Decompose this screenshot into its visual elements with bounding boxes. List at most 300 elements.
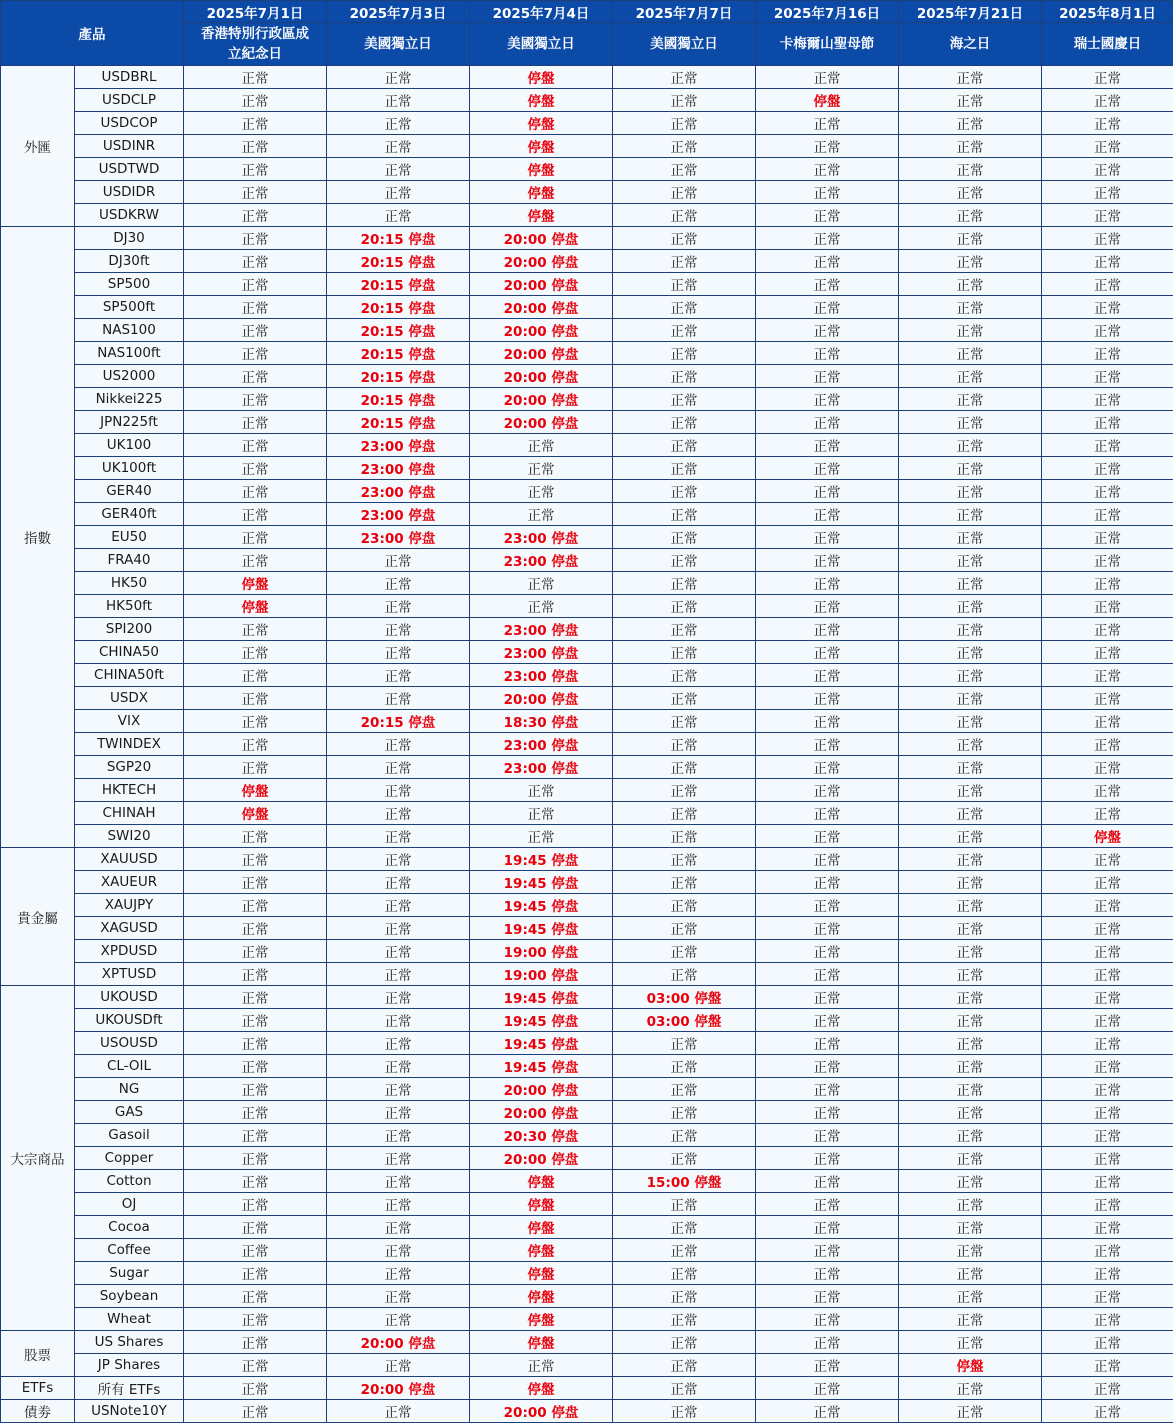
status-cell xyxy=(899,802,1042,825)
normal-status: 正常 xyxy=(385,669,412,685)
normal-status: 正常 xyxy=(1094,1244,1121,1260)
status-cell xyxy=(1042,1009,1173,1032)
status-cell xyxy=(613,227,756,250)
product-cell: GAS xyxy=(75,1101,184,1124)
table-row xyxy=(1,1124,1173,1147)
table-row xyxy=(1,1078,1173,1101)
status-cell xyxy=(899,158,1042,181)
product-cell: USOUSD xyxy=(75,1032,184,1055)
table-row xyxy=(1,434,1173,457)
status-cell xyxy=(613,1377,756,1400)
normal-status: 正常 xyxy=(814,876,841,892)
normal-status: 正常 xyxy=(957,209,984,225)
normal-status: 正常 xyxy=(671,830,698,846)
normal-status: 正常 xyxy=(671,876,698,892)
normal-status: 正常 xyxy=(671,186,698,202)
status-cell xyxy=(899,894,1042,917)
halt-status: 19:45 停盘 xyxy=(504,922,579,938)
status-cell xyxy=(184,894,327,917)
status-cell xyxy=(899,250,1042,273)
normal-status: 正常 xyxy=(1094,876,1121,892)
normal-status: 正常 xyxy=(242,1336,269,1352)
table-body xyxy=(1,66,1173,1423)
status-cell xyxy=(613,457,756,480)
status-cell xyxy=(470,779,613,802)
status-cell xyxy=(899,273,1042,296)
status-cell xyxy=(756,1262,899,1285)
status-cell xyxy=(899,1239,1042,1262)
status-cell xyxy=(1042,66,1173,89)
status-cell xyxy=(613,526,756,549)
holiday-name-cell: 香港特別行政區成立紀念日 xyxy=(184,23,327,66)
date-header-cell: 2025年8月1日 xyxy=(1042,1,1173,23)
normal-status: 正常 xyxy=(957,278,984,294)
status-cell xyxy=(899,1170,1042,1193)
table-row xyxy=(1,963,1173,986)
status-cell xyxy=(1042,1055,1173,1078)
normal-status: 正常 xyxy=(957,94,984,110)
status-cell xyxy=(184,342,327,365)
normal-status: 正常 xyxy=(671,623,698,639)
status-cell xyxy=(1042,158,1173,181)
normal-status: 正常 xyxy=(385,71,412,87)
halt-status: 停盤 xyxy=(528,117,555,133)
normal-status: 正常 xyxy=(1094,462,1121,478)
status-cell xyxy=(470,1078,613,1101)
halt-status: 20:15 停盘 xyxy=(361,278,436,294)
status-cell xyxy=(184,480,327,503)
status-cell xyxy=(613,250,756,273)
normal-status: 正常 xyxy=(671,232,698,248)
normal-status: 正常 xyxy=(1094,416,1121,432)
status-cell xyxy=(184,1078,327,1101)
normal-status: 正常 xyxy=(242,991,269,1007)
normal-status: 正常 xyxy=(385,784,412,800)
status-cell xyxy=(470,986,613,1009)
normal-status: 正常 xyxy=(1094,1037,1121,1053)
normal-status: 正常 xyxy=(957,646,984,662)
status-cell xyxy=(470,112,613,135)
halt-status: 20:00 停盘 xyxy=(504,393,579,409)
status-cell xyxy=(184,595,327,618)
normal-status: 正常 xyxy=(242,416,269,432)
table-row xyxy=(1,1055,1173,1078)
normal-status: 正常 xyxy=(814,1083,841,1099)
status-cell xyxy=(899,1055,1042,1078)
normal-status: 正常 xyxy=(957,117,984,133)
normal-status: 正常 xyxy=(957,738,984,754)
status-cell xyxy=(184,1170,327,1193)
status-cell xyxy=(1042,1032,1173,1055)
normal-status: 正常 xyxy=(1094,945,1121,961)
normal-status: 正常 xyxy=(814,1106,841,1122)
status-cell xyxy=(327,204,470,227)
status-cell xyxy=(613,1124,756,1147)
normal-status: 正常 xyxy=(1094,117,1121,133)
halt-status: 20:15 停盘 xyxy=(361,347,436,363)
status-cell xyxy=(756,618,899,641)
normal-status: 正常 xyxy=(1094,186,1121,202)
status-cell xyxy=(613,848,756,871)
product-cell: USDIDR xyxy=(75,181,184,204)
category-cell: 外匯 xyxy=(1,66,75,227)
status-cell xyxy=(470,411,613,434)
normal-status: 正常 xyxy=(242,1083,269,1099)
status-cell xyxy=(470,710,613,733)
normal-status: 正常 xyxy=(528,439,555,455)
status-cell xyxy=(1042,1078,1173,1101)
status-cell xyxy=(470,1239,613,1262)
normal-status: 正常 xyxy=(242,1152,269,1168)
status-cell xyxy=(899,135,1042,158)
normal-status: 正常 xyxy=(671,1290,698,1306)
category-cell: ETFs xyxy=(1,1377,75,1400)
status-cell xyxy=(613,549,756,572)
status-cell xyxy=(756,319,899,342)
product-cell: US2000 xyxy=(75,365,184,388)
status-cell xyxy=(184,618,327,641)
table-row xyxy=(1,572,1173,595)
status-cell xyxy=(327,825,470,848)
normal-status: 正常 xyxy=(1094,1083,1121,1099)
normal-status: 正常 xyxy=(242,623,269,639)
normal-status: 正常 xyxy=(242,830,269,846)
normal-status: 正常 xyxy=(957,255,984,271)
normal-status: 正常 xyxy=(957,1405,984,1421)
holiday-name-cell: 卡梅爾山聖母節 xyxy=(756,23,899,66)
table-row xyxy=(1,733,1173,756)
status-cell xyxy=(756,825,899,848)
status-cell xyxy=(899,1216,1042,1239)
halt-status: 23:00 停盘 xyxy=(504,761,579,777)
status-cell xyxy=(1042,779,1173,802)
normal-status: 正常 xyxy=(385,807,412,823)
normal-status: 正常 xyxy=(671,1267,698,1283)
status-cell xyxy=(470,503,613,526)
normal-status: 正常 xyxy=(957,1382,984,1398)
normal-status: 正常 xyxy=(242,485,269,501)
status-cell xyxy=(613,595,756,618)
status-cell xyxy=(613,319,756,342)
status-cell xyxy=(470,1147,613,1170)
status-cell xyxy=(1042,549,1173,572)
halt-status: 20:15 停盘 xyxy=(361,301,436,317)
status-cell xyxy=(899,1009,1042,1032)
table-row xyxy=(1,1170,1173,1193)
status-cell xyxy=(1042,1308,1173,1331)
halt-status: 20:00 停盘 xyxy=(504,692,579,708)
normal-status: 正常 xyxy=(1094,140,1121,156)
status-cell xyxy=(613,135,756,158)
table-row xyxy=(1,296,1173,319)
status-cell xyxy=(1042,1400,1173,1423)
normal-status: 正常 xyxy=(385,991,412,1007)
normal-status: 正常 xyxy=(242,692,269,708)
status-cell xyxy=(327,733,470,756)
status-cell xyxy=(1042,963,1173,986)
status-cell xyxy=(327,1193,470,1216)
normal-status: 正常 xyxy=(1094,853,1121,869)
status-cell xyxy=(899,503,1042,526)
status-cell xyxy=(184,1124,327,1147)
status-cell xyxy=(184,1032,327,1055)
status-cell xyxy=(613,1055,756,1078)
status-cell xyxy=(327,1308,470,1331)
halt-status: 停盤 xyxy=(528,1221,555,1237)
status-cell xyxy=(327,710,470,733)
halt-status: 19:00 停盘 xyxy=(504,945,579,961)
status-cell xyxy=(470,871,613,894)
status-cell xyxy=(613,894,756,917)
normal-status: 正常 xyxy=(1094,968,1121,984)
status-cell xyxy=(756,1239,899,1262)
product-cell: Cocoa xyxy=(75,1216,184,1239)
normal-status: 正常 xyxy=(385,646,412,662)
product-cell: UK100 xyxy=(75,434,184,457)
normal-status: 正常 xyxy=(814,646,841,662)
status-cell xyxy=(613,917,756,940)
normal-status: 正常 xyxy=(814,991,841,1007)
status-cell xyxy=(184,733,327,756)
table-row xyxy=(1,917,1173,940)
status-cell xyxy=(327,1147,470,1170)
status-cell xyxy=(1042,618,1173,641)
status-cell xyxy=(470,181,613,204)
normal-status: 正常 xyxy=(671,715,698,731)
status-cell xyxy=(899,664,1042,687)
normal-status: 正常 xyxy=(385,1313,412,1329)
normal-status: 正常 xyxy=(242,853,269,869)
normal-status: 正常 xyxy=(814,1198,841,1214)
status-cell xyxy=(756,1216,899,1239)
status-cell xyxy=(470,1331,613,1354)
normal-status: 正常 xyxy=(957,692,984,708)
normal-status: 正常 xyxy=(385,1244,412,1260)
status-cell xyxy=(756,1055,899,1078)
product-cell: HK50ft xyxy=(75,595,184,618)
product-cell: JPN225ft xyxy=(75,411,184,434)
normal-status: 正常 xyxy=(242,1037,269,1053)
normal-status: 正常 xyxy=(1094,255,1121,271)
normal-status: 正常 xyxy=(528,600,555,616)
table-row xyxy=(1,894,1173,917)
halt-status: 23:00 停盘 xyxy=(361,462,436,478)
halt-status: 停盤 xyxy=(528,1267,555,1283)
status-cell xyxy=(470,1308,613,1331)
status-cell xyxy=(899,296,1042,319)
normal-status: 正常 xyxy=(671,163,698,179)
normal-status: 正常 xyxy=(242,968,269,984)
table-row xyxy=(1,986,1173,1009)
holiday-name-cell: 美國獨立日 xyxy=(327,23,470,66)
status-cell xyxy=(756,1078,899,1101)
status-cell xyxy=(899,342,1042,365)
normal-status: 正常 xyxy=(814,439,841,455)
status-cell xyxy=(899,756,1042,779)
status-cell xyxy=(756,204,899,227)
status-cell xyxy=(184,1354,327,1377)
product-cell: HKTECH xyxy=(75,779,184,802)
status-cell xyxy=(756,1101,899,1124)
status-cell xyxy=(327,89,470,112)
halt-status: 03:00 停盤 xyxy=(647,1014,722,1030)
product-cell: XAUJPY xyxy=(75,894,184,917)
normal-status: 正常 xyxy=(814,761,841,777)
category-cell: 債劵 xyxy=(1,1400,75,1423)
halt-status: 停盤 xyxy=(242,807,269,823)
halt-status: 23:00 停盘 xyxy=(361,485,436,501)
status-cell xyxy=(756,848,899,871)
product-cell: USDKRW xyxy=(75,204,184,227)
status-cell xyxy=(470,1377,613,1400)
normal-status: 正常 xyxy=(671,945,698,961)
status-cell xyxy=(1042,319,1173,342)
status-cell xyxy=(184,779,327,802)
status-cell xyxy=(1042,1331,1173,1354)
status-cell xyxy=(613,986,756,1009)
table-row xyxy=(1,135,1173,158)
normal-status: 正常 xyxy=(1094,209,1121,225)
status-cell xyxy=(899,779,1042,802)
normal-status: 正常 xyxy=(242,922,269,938)
normal-status: 正常 xyxy=(814,393,841,409)
product-cell: CL-OIL xyxy=(75,1055,184,1078)
status-cell xyxy=(327,181,470,204)
normal-status: 正常 xyxy=(814,715,841,731)
table-row xyxy=(1,365,1173,388)
status-cell xyxy=(613,112,756,135)
normal-status: 正常 xyxy=(242,324,269,340)
status-cell xyxy=(327,1239,470,1262)
normal-status: 正常 xyxy=(1094,347,1121,363)
normal-status: 正常 xyxy=(385,577,412,593)
status-cell xyxy=(899,733,1042,756)
holiday-name-cell: 海之日 xyxy=(899,23,1042,66)
status-cell xyxy=(899,595,1042,618)
normal-status: 正常 xyxy=(385,186,412,202)
status-cell xyxy=(1042,664,1173,687)
table-row xyxy=(1,1101,1173,1124)
status-cell xyxy=(327,66,470,89)
status-cell xyxy=(613,1032,756,1055)
status-cell xyxy=(184,756,327,779)
status-cell xyxy=(613,1331,756,1354)
normal-status: 正常 xyxy=(671,416,698,432)
table-row xyxy=(1,1216,1173,1239)
status-cell xyxy=(756,940,899,963)
status-cell xyxy=(470,388,613,411)
status-cell xyxy=(1042,1101,1173,1124)
status-cell xyxy=(184,411,327,434)
halt-status: 03:00 停盤 xyxy=(647,991,722,1007)
status-cell xyxy=(1042,204,1173,227)
status-cell xyxy=(327,1262,470,1285)
normal-status: 正常 xyxy=(814,1060,841,1076)
table-row xyxy=(1,1400,1173,1423)
product-cell: CHINA50 xyxy=(75,641,184,664)
normal-status: 正常 xyxy=(814,71,841,87)
normal-status: 正常 xyxy=(671,1244,698,1260)
status-cell xyxy=(613,802,756,825)
status-cell xyxy=(899,871,1042,894)
status-cell xyxy=(184,388,327,411)
normal-status: 正常 xyxy=(957,554,984,570)
halt-status: 19:45 停盘 xyxy=(504,899,579,915)
normal-status: 正常 xyxy=(671,646,698,662)
normal-status: 正常 xyxy=(385,1175,412,1191)
normal-status: 正常 xyxy=(1094,163,1121,179)
status-cell xyxy=(756,480,899,503)
product-cell: Copper xyxy=(75,1147,184,1170)
normal-status: 正常 xyxy=(242,209,269,225)
status-cell xyxy=(470,1354,613,1377)
status-cell xyxy=(184,664,327,687)
status-cell xyxy=(184,204,327,227)
normal-status: 正常 xyxy=(814,117,841,133)
status-cell xyxy=(756,1331,899,1354)
normal-status: 正常 xyxy=(814,255,841,271)
normal-status: 正常 xyxy=(671,1336,698,1352)
status-cell xyxy=(327,1400,470,1423)
status-cell xyxy=(899,112,1042,135)
normal-status: 正常 xyxy=(242,1106,269,1122)
status-cell xyxy=(756,89,899,112)
status-cell xyxy=(470,894,613,917)
status-cell xyxy=(1042,940,1173,963)
status-cell xyxy=(470,135,613,158)
status-cell xyxy=(184,1216,327,1239)
holiday-name-cell: 美國獨立日 xyxy=(613,23,756,66)
normal-status: 正常 xyxy=(385,899,412,915)
status-cell xyxy=(470,273,613,296)
status-cell xyxy=(756,664,899,687)
status-cell xyxy=(899,480,1042,503)
halt-status: 停盤 xyxy=(528,71,555,87)
status-cell xyxy=(470,1262,613,1285)
status-cell xyxy=(613,296,756,319)
normal-status: 正常 xyxy=(957,531,984,547)
status-cell xyxy=(470,250,613,273)
status-cell xyxy=(327,1216,470,1239)
product-cell: TWINDEX xyxy=(75,733,184,756)
normal-status: 正常 xyxy=(957,301,984,317)
status-cell xyxy=(184,871,327,894)
halt-status: 19:45 停盘 xyxy=(504,991,579,1007)
halt-status: 停盤 xyxy=(528,1244,555,1260)
product-cell: GER40 xyxy=(75,480,184,503)
status-cell xyxy=(327,1331,470,1354)
date-header-cell: 2025年7月21日 xyxy=(899,1,1042,23)
table-row xyxy=(1,664,1173,687)
status-cell xyxy=(1042,250,1173,273)
halt-status: 停盤 xyxy=(528,1290,555,1306)
status-cell xyxy=(1042,710,1173,733)
status-cell xyxy=(470,848,613,871)
halt-status: 停盤 xyxy=(528,94,555,110)
status-cell xyxy=(184,963,327,986)
normal-status: 正常 xyxy=(242,393,269,409)
normal-status: 正常 xyxy=(385,1014,412,1030)
status-cell xyxy=(899,434,1042,457)
status-cell xyxy=(327,549,470,572)
status-cell xyxy=(470,825,613,848)
normal-status: 正常 xyxy=(1094,1152,1121,1168)
status-cell xyxy=(470,319,613,342)
normal-status: 正常 xyxy=(385,1221,412,1237)
status-cell xyxy=(756,595,899,618)
status-cell xyxy=(327,135,470,158)
status-cell xyxy=(327,1009,470,1032)
